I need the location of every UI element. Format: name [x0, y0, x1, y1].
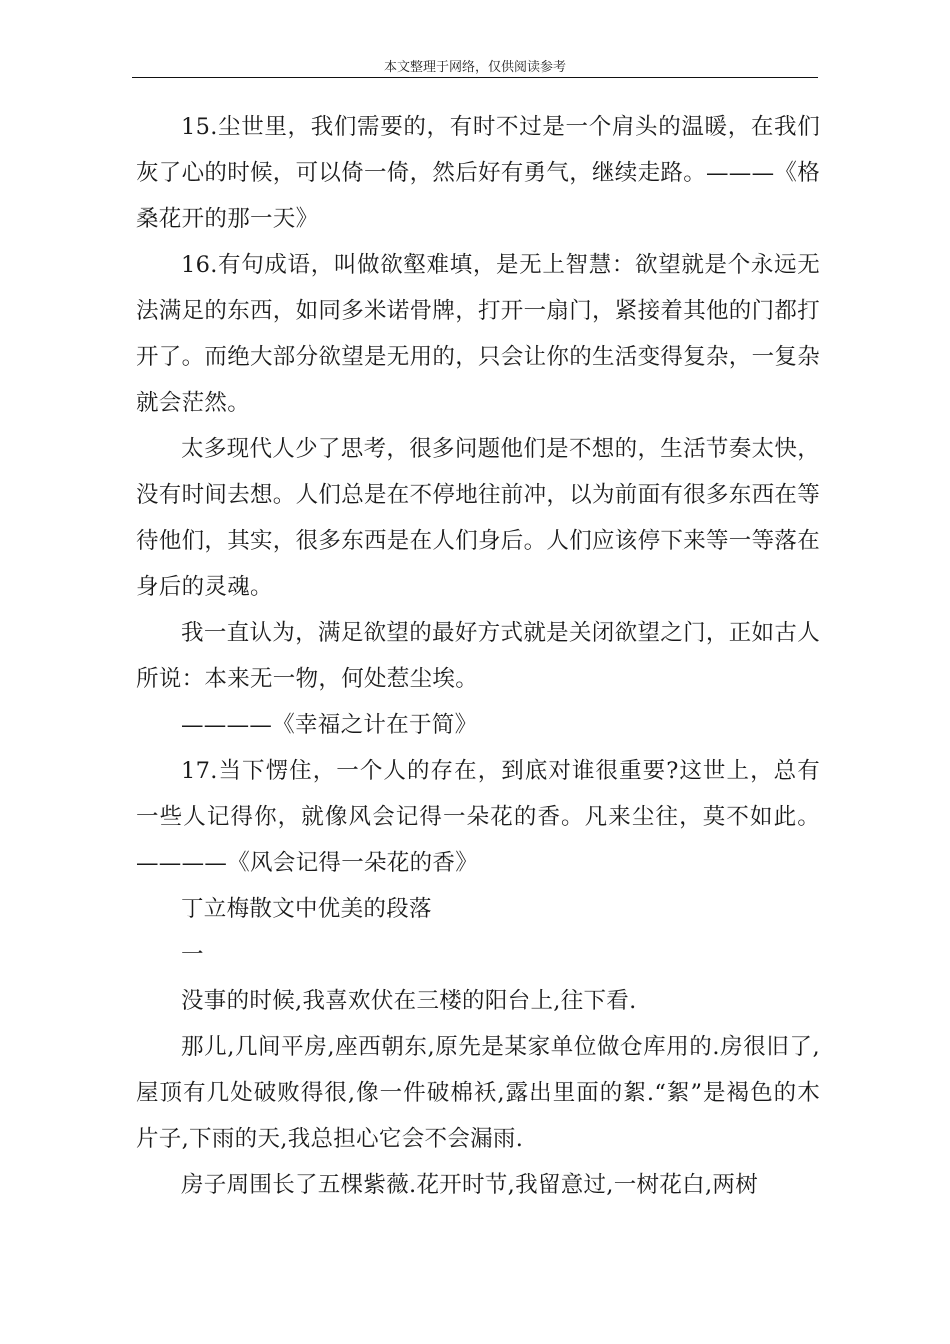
paragraph-desire: 我一直认为，满足欲望的最好方式就是关闭欲望之门，正如古人所说：本来无一物，何处惹尘埃。 — [136, 620, 820, 692]
document-body — [136, 104, 820, 1208]
header-divider — [132, 77, 818, 78]
paragraph-15: 15.尘世里，我们需要的，有时不过是一个肩头的温暖，在我们灰了心的时候，可以倚一倚，然后好有勇气，继续走路。———《格桑花开的那一天》 — [136, 114, 821, 232]
paragraph-crape-myrtle: 房子周围长了五棵紫薇.花开时节,我留意过,一树花白,两树 — [181, 1172, 759, 1198]
paragraph-balcony: 没事的时候,我喜欢伏在三楼的阳台上,往下看. — [181, 988, 637, 1014]
section-heading: 丁立梅散文中优美的段落 — [181, 896, 432, 922]
paragraph-17: 17.当下愣住，一个人的存在，到底对谁很重要?这世上，总有一些人记得你，就像风会记得一朵花的香。凡来尘往，莫不如此。————《风会记得一朵花的香》 — [136, 758, 820, 876]
section-number: 一 — [181, 942, 204, 968]
paragraph-16: 16.有句成语，叫做欲壑难填，是无上智慧：欲望就是个永远无法满足的东西，如同多米诺骨牌，打开一扇门，紧接着其他的门都打开了。而绝大部分欲望是无用的，只会让你的生活变得复杂，一复杂就会茫然。 — [136, 252, 821, 416]
paragraph-modern-people: 太多现代人少了思考，很多问题他们是不想的，生活节奏太快，没有时间去想。人们总是在不停地往前冲，以为前面有很多东西在等待他们，其实，很多东西是在人们身后。人们应该停下来等一等落在身后的灵魂。 — [136, 436, 821, 600]
paragraph-source-simplicity: ————《幸福之计在于简》 — [181, 712, 478, 738]
paragraph-houses: 那儿,几间平房,座西朝东,原先是某家单位做仓库用的.房很旧了,屋顶有几处破败得很,像一件破棉袄,露出里面的絮.“絮”是褐色的木片子,下雨的天,我总担心它会不会漏雨. — [136, 1034, 820, 1152]
page-header: 本文整理于网络，仅供阅读参考 — [383, 60, 566, 75]
